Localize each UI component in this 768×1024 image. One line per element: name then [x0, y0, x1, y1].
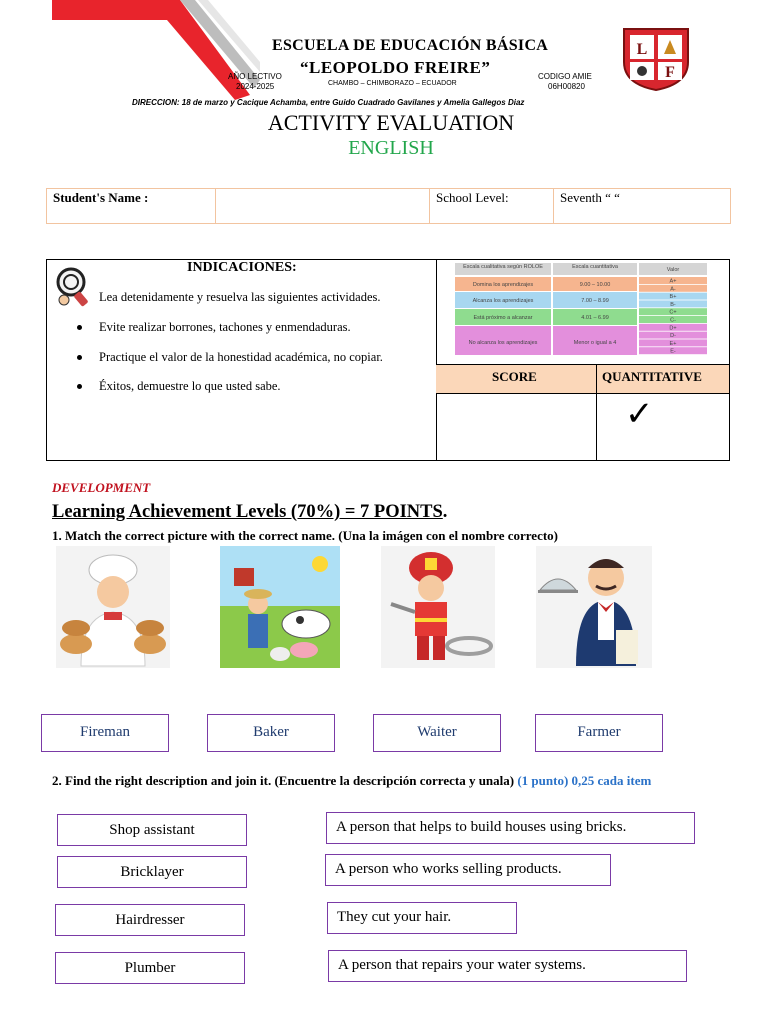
codigo-amie [538, 72, 592, 92]
indication-item: Evite realizar borrones, tachones y enmendaduras. [99, 320, 351, 335]
ano-lectivo [228, 72, 282, 92]
grade-value-text: C- [670, 317, 676, 324]
job-box-shop-assistant[interactable]: Shop assistant [57, 814, 247, 846]
grade-value-text: A+ [669, 278, 677, 285]
check-mark-icon: ✓ [625, 396, 654, 433]
grading-scale-table [455, 263, 707, 355]
student-name-field[interactable] [216, 189, 430, 223]
ano-label: AÑO LECTIVO [228, 72, 282, 81]
bullet-icon [77, 384, 82, 389]
grade-quant-text: Menor o igual a 4 [573, 340, 617, 346]
score-divider [596, 364, 597, 460]
grade-value-text: B- [670, 301, 676, 308]
indication-item: Éxitos, demuestre lo que usted sabe. [99, 379, 281, 394]
grade-quant-text: 9.00 – 10.00 [579, 282, 611, 288]
school-level-label: School Level: [430, 189, 554, 223]
question-1: 1. Match the correct picture with the correct name. (Una la imágen con el nombre correcto) [52, 528, 559, 543]
page-subtitle: ENGLISH [348, 137, 434, 159]
grade-qual-text: No alcanza los aprendizajes [468, 340, 538, 346]
grade-quant-text: 4.01 – 6.99 [581, 315, 609, 321]
grade-value-text: C+ [669, 309, 677, 316]
magnifier-icon [51, 264, 95, 308]
grade-header: Escala cuantitativa [572, 264, 618, 270]
svg-text:L: L [636, 41, 648, 58]
description-box[interactable]: A person that helps to build houses using bricks. [326, 812, 695, 844]
name-box-farmer[interactable]: Farmer [535, 714, 663, 752]
ano-value: 2024-2025 [236, 82, 275, 91]
grade-quant-text: 7.00 – 8.99 [581, 298, 609, 304]
bullet-icon [77, 355, 82, 360]
indications-title: INDICACIONES: [187, 260, 297, 275]
question-2-points: (1 punto) 0,25 cada item [517, 773, 652, 788]
school-location: CHAMBO – CHIMBORAZO – ECUADOR [328, 80, 457, 87]
name-box-fireman[interactable]: Fireman [41, 714, 169, 752]
indication-item: Lea detenidamente y resuelva las siguientes actividades. [99, 290, 381, 304]
description-box[interactable]: They cut your hair. [327, 902, 517, 934]
job-box-bricklayer[interactable]: Bricklayer [57, 856, 247, 888]
development-label: DEVELOPMENT [52, 480, 151, 495]
school-level-value[interactable]: Seventh “ “ [560, 190, 620, 205]
score-label: SCORE [492, 369, 537, 384]
grade-value-text: D+ [669, 325, 677, 332]
grade-value-text: B+ [669, 294, 677, 301]
svg-text:F: F [665, 64, 675, 81]
learning-level-title: Learning Achievement Levels (70%) = 7 POINTS. [52, 502, 448, 522]
grade-qual-text: Domina los aprendizajes [472, 282, 534, 288]
page-title: ACTIVITY EVALUATION [267, 110, 515, 135]
question-2: 2. Find the right description and join it. (Encuentre la descripción correcta y unala) (1 punto) 0,25 cada item [52, 773, 652, 788]
grade-value-text: D- [670, 333, 676, 340]
description-box[interactable]: A person that repairs your water systems. [328, 950, 687, 982]
grade-qual-text: Está próximo a alcanzar [473, 315, 533, 321]
job-box-hairdresser[interactable]: Hairdresser [55, 904, 245, 936]
grade-header: Valor [666, 267, 680, 273]
school-crest-logo [620, 26, 692, 92]
student-name-label: Student's Name : [47, 189, 216, 223]
name-box-waiter[interactable]: Waiter [373, 714, 501, 752]
school-subname: “LEOPOLDO FREIRE” [300, 58, 491, 77]
student-info-table [46, 188, 731, 224]
baker-picture [56, 546, 170, 668]
description-box[interactable]: A person who works selling products. [325, 854, 611, 886]
school-name: ESCUELA DE EDUCACIÓN BÁSICA [272, 37, 549, 54]
indications-panel [47, 260, 437, 460]
grade-value-text: A- [670, 286, 676, 293]
name-box-baker[interactable]: Baker [207, 714, 335, 752]
grade-value-text: E+ [669, 340, 677, 347]
fireman-picture [381, 546, 495, 668]
amie-label: CODIGO AMIE [538, 72, 592, 81]
bullet-icon [77, 325, 82, 330]
indication-item: Practique el valor de la honestidad académica, no copiar. [99, 350, 383, 365]
quantitative-label: QUANTITATIVE [602, 369, 702, 384]
grade-header: Escala cualitativa según ROLOE [463, 264, 543, 270]
farmer-picture [220, 546, 340, 668]
school-address: DIRECCION: 18 de marzo y Cacique Achamba, entre Guido Cuadrado Gavilanes y Amelia Gallegos Diaz [132, 98, 525, 107]
score-header-row [436, 364, 729, 394]
amie-value: 06H00820 [548, 82, 585, 91]
grade-value-text: E- [670, 348, 676, 355]
job-box-plumber[interactable]: Plumber [55, 952, 245, 984]
grade-qual-text: Alcanza los aprendizajes [472, 298, 534, 304]
indications-box [46, 259, 730, 461]
waiter-picture [536, 546, 652, 668]
